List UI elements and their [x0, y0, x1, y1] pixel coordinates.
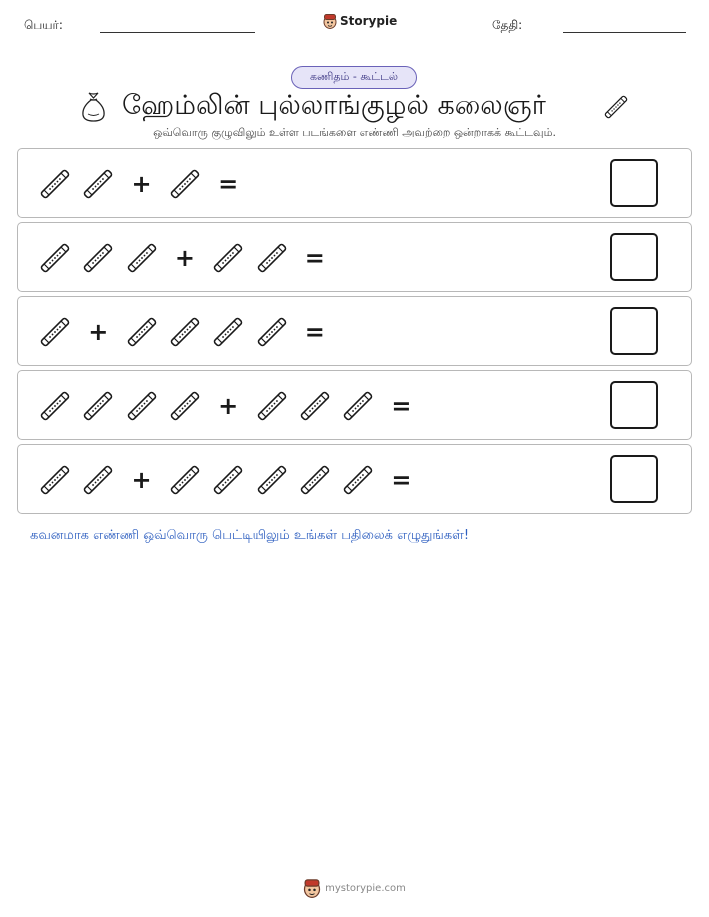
- instructions: ஒவ்வொரு குழுவிலும் உள்ள படங்களை எண்ணி அவற்றை ஒன்றாகக் கூட்டவும்.: [153, 126, 556, 139]
- flute-icon: [79, 239, 117, 277]
- answer-box[interactable]: [610, 381, 658, 429]
- problem-row: [17, 296, 692, 366]
- flute-icon: [36, 313, 74, 351]
- flute-icon: [209, 461, 247, 499]
- flute-icon: [79, 165, 117, 203]
- problem-row: [17, 370, 692, 440]
- storypie-logo-icon: [303, 878, 321, 898]
- flute-icon: [253, 239, 291, 277]
- equals-sign: =: [218, 170, 239, 198]
- flute-icon: [79, 387, 117, 425]
- money-bag-icon: [80, 90, 107, 122]
- flute-icon: [339, 461, 377, 499]
- reminder-note: கவனமாக எண்ணி ஒவ்வொரு பெட்டியிலும் உங்கள் பதிலைக் எழுதுங்கள்!: [30, 528, 470, 543]
- flute-icon: [123, 239, 161, 277]
- answer-box[interactable]: [610, 233, 658, 281]
- flute-icon: [36, 165, 74, 203]
- flute-icon: [253, 313, 291, 351]
- plus-sign: +: [218, 392, 239, 420]
- flute-icon: [36, 387, 74, 425]
- problem-row: [17, 222, 692, 292]
- flute-icon: [253, 461, 291, 499]
- footer-url: mystorypie.com: [325, 882, 406, 894]
- flute-icon: [166, 461, 204, 499]
- plus-sign: +: [131, 170, 152, 198]
- flute-icon: [123, 387, 161, 425]
- flute-icon: [123, 313, 161, 351]
- flute-icon: [166, 165, 204, 203]
- equals-sign: =: [391, 466, 412, 494]
- flute-icon: [36, 239, 74, 277]
- flute-icon: [36, 461, 74, 499]
- subject-badge: கணிதம் - கூட்டல்: [291, 66, 417, 89]
- problem-row: [17, 148, 692, 218]
- plus-sign: +: [88, 318, 109, 346]
- equals-sign: =: [391, 392, 412, 420]
- flute-icon: [601, 92, 631, 122]
- footer: [0, 878, 709, 898]
- problem-row: [17, 444, 692, 514]
- title-row: [0, 88, 709, 126]
- date-field-line[interactable]: [563, 32, 686, 33]
- flute-icon: [209, 313, 247, 351]
- name-field-line[interactable]: [100, 32, 255, 33]
- flute-icon: [296, 461, 334, 499]
- flute-icon: [166, 313, 204, 351]
- plus-sign: +: [131, 466, 152, 494]
- plus-sign: +: [174, 244, 195, 272]
- answer-box[interactable]: [610, 455, 658, 503]
- name-label: பெயர்:: [24, 18, 63, 32]
- page-title: ஹேம்லின் புல்லாங்குழல் கலைஞர்: [122, 90, 546, 121]
- storypie-logo-icon: [323, 13, 337, 29]
- answer-box[interactable]: [610, 307, 658, 355]
- equals-sign: =: [304, 318, 325, 346]
- flute-icon: [253, 387, 291, 425]
- flute-icon: [339, 387, 377, 425]
- equals-sign: =: [304, 244, 325, 272]
- flute-icon: [209, 239, 247, 277]
- brand-name: Storypie: [340, 14, 398, 28]
- flute-icon: [296, 387, 334, 425]
- flute-icon: [166, 387, 204, 425]
- flute-icon: [79, 461, 117, 499]
- answer-box[interactable]: [610, 159, 658, 207]
- date-label: தேதி:: [492, 18, 523, 32]
- brand: [323, 13, 397, 29]
